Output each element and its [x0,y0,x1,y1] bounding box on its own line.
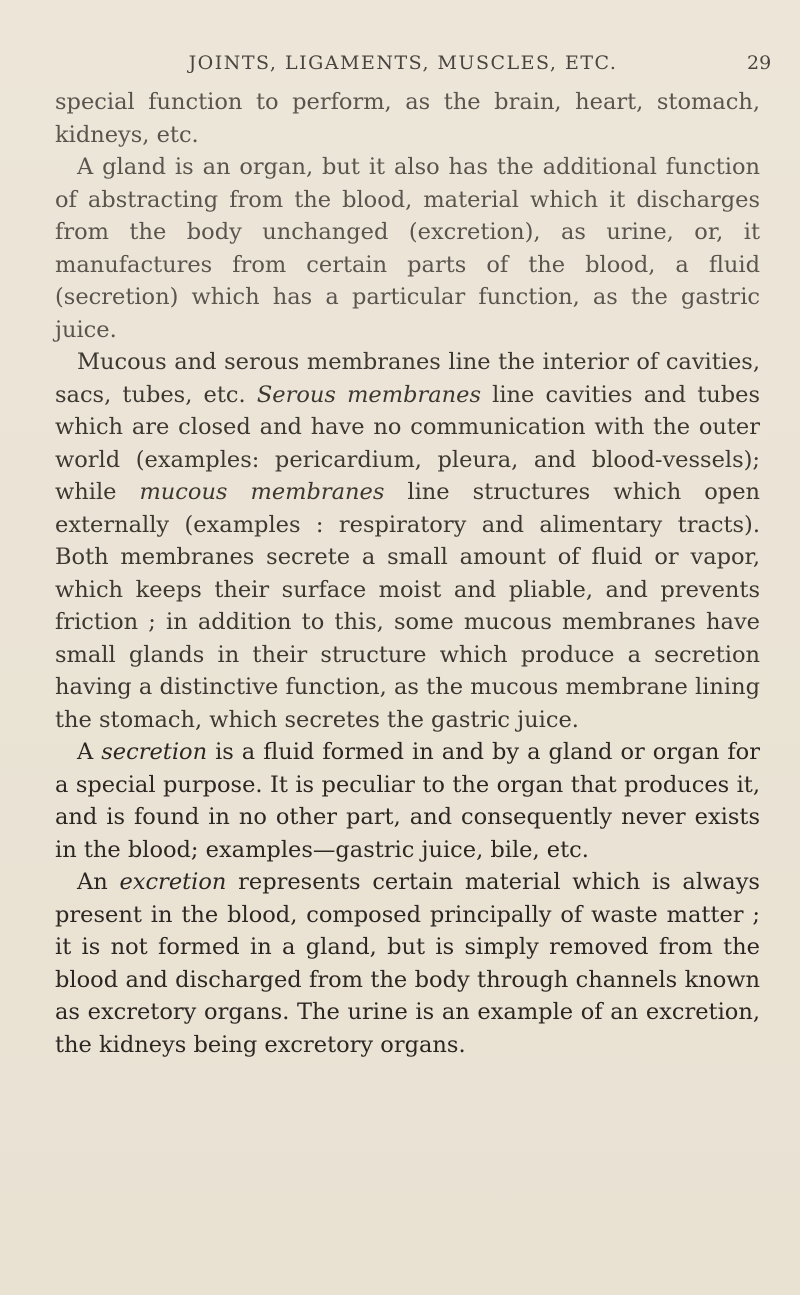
running-title: JOINTS, LIGAMENTS, MUSCLES, ETC. [188,52,618,74]
page-number: 29 [747,52,772,74]
secretion-text-2: is a fluid formed in and by a gland or organ for a special purpose. It is peculiar to the organ that produces it, and is found in no other part, and consequently never exists in the blood; examples—gastric juice, bile, etc. [55,739,760,863]
excretion-text-2: represents certain material which is always present in the blood, composed principally of waste matter ; it is not formed in a gland, but is simply removed from the blood and discharged from the body through channels known as excretory organs. The urine is an example of an excretion, the kidneys being excretory organs. [55,869,760,1058]
mucous-membranes-term: mucous membranes [139,479,385,505]
excretion-text-1: An [77,869,120,895]
serous-membranes-term: Serous membranes [256,381,481,408]
paragraph-membranes [55,346,760,736]
membranes-text-1: Mucous and serous membranes line the interior of cavities, sacs, tubes, etc. [55,349,760,408]
paragraph-continuation: special function to perform, as the brain, heart, stomach, kidneys, etc. [55,89,760,148]
excretion-term: excretion [119,869,227,895]
paragraph-gland: A gland is an organ, but it also has the additional function of abstracting from the blood, material which it discharges from the body unchanged (excretion), as urine, or, it manufactures from certain parts of the blood, a fluid (secretion) which has a particular function, as the gastric juice. [55,154,760,343]
membranes-text-2: line cavities and tubes which are closed and have no communication with the outer world (examples: pericardium, pleura, and blood-vessels); while [55,381,761,505]
secretion-term: secretion [101,739,208,765]
body-text [55,86,760,1061]
paragraph-excretion [55,866,760,1061]
membranes-text-3: line structures which open externally (examples : respiratory and alimentary tracts). Both membranes secrete a small amount of fluid or vapor, which keeps their surface moist and pliable, and prevents friction ; in addition to this, some mucous membranes have small glands in their structure which produce a secretion having a distinctive function, as the mucous membrane lining the stomach, which secretes the gastric juice. [55,479,760,733]
secretion-text-1: A [77,739,102,765]
paragraph-secretion [55,736,760,866]
